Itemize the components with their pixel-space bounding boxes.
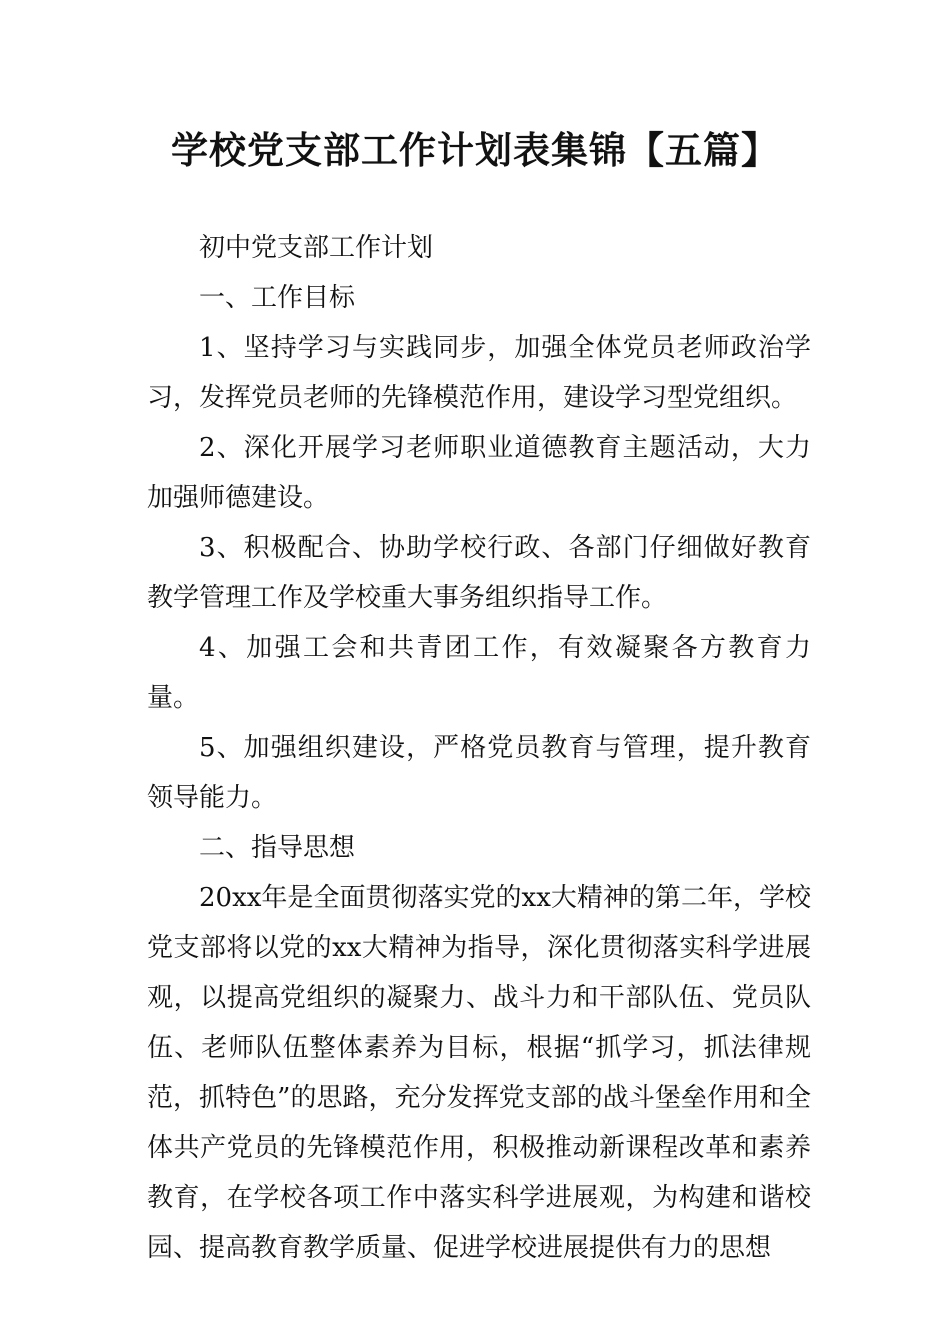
section-heading-junior-branch-plan: 初中党支部工作计划	[199, 233, 434, 263]
section-heading-guiding-ideology: 二、指导思想	[199, 833, 356, 863]
paragraph-goal-4: 4、加强工会和共青团工作，有效凝聚各方教育力量。	[147, 633, 811, 713]
paragraph-goal-1: 1、坚持学习与实践同步，加强全体党员老师政治学习，发挥党员老师的先锋模范作用，建设学习型党组织。	[147, 333, 811, 413]
section-heading-work-goals: 一、工作目标	[199, 283, 356, 313]
document-title: 学校党支部工作计划表集锦【五篇】	[171, 129, 779, 172]
paragraph-goal-3: 3、积极配合、协助学校行政、各部门仔细做好教育教学管理工作及学校重大事务组织指导工作。	[147, 533, 811, 613]
paragraph-goal-5: 5、加强组织建设，严格党员教育与管理，提升教育领导能力。	[147, 733, 811, 813]
paragraph-guiding-ideology: 20xx年是全面贯彻落实党的xx大精神的第二年，学校党支部将以党的xx大精神为指导，深化贯彻落实科学进展观，以提高党组织的凝聚力、战斗力和干部队伍、党员队伍、老师队伍整体素养为目标，根据“抓学习，抓法律规范，抓特色”的思路，充分发挥党支部的战斗堡垒作用和全体共产党员的先锋模范作用，积极推动新课程改革和素养教育，在学校各项工作中落实科学进展观，为构建和谐校园、提高教育教学质量、促进学校进展提供有力的思想	[147, 883, 811, 1263]
paragraph-goal-2: 2、深化开展学习老师职业道德教育主题活动，大力加强师德建设。	[147, 433, 811, 513]
document-body	[147, 223, 811, 1273]
